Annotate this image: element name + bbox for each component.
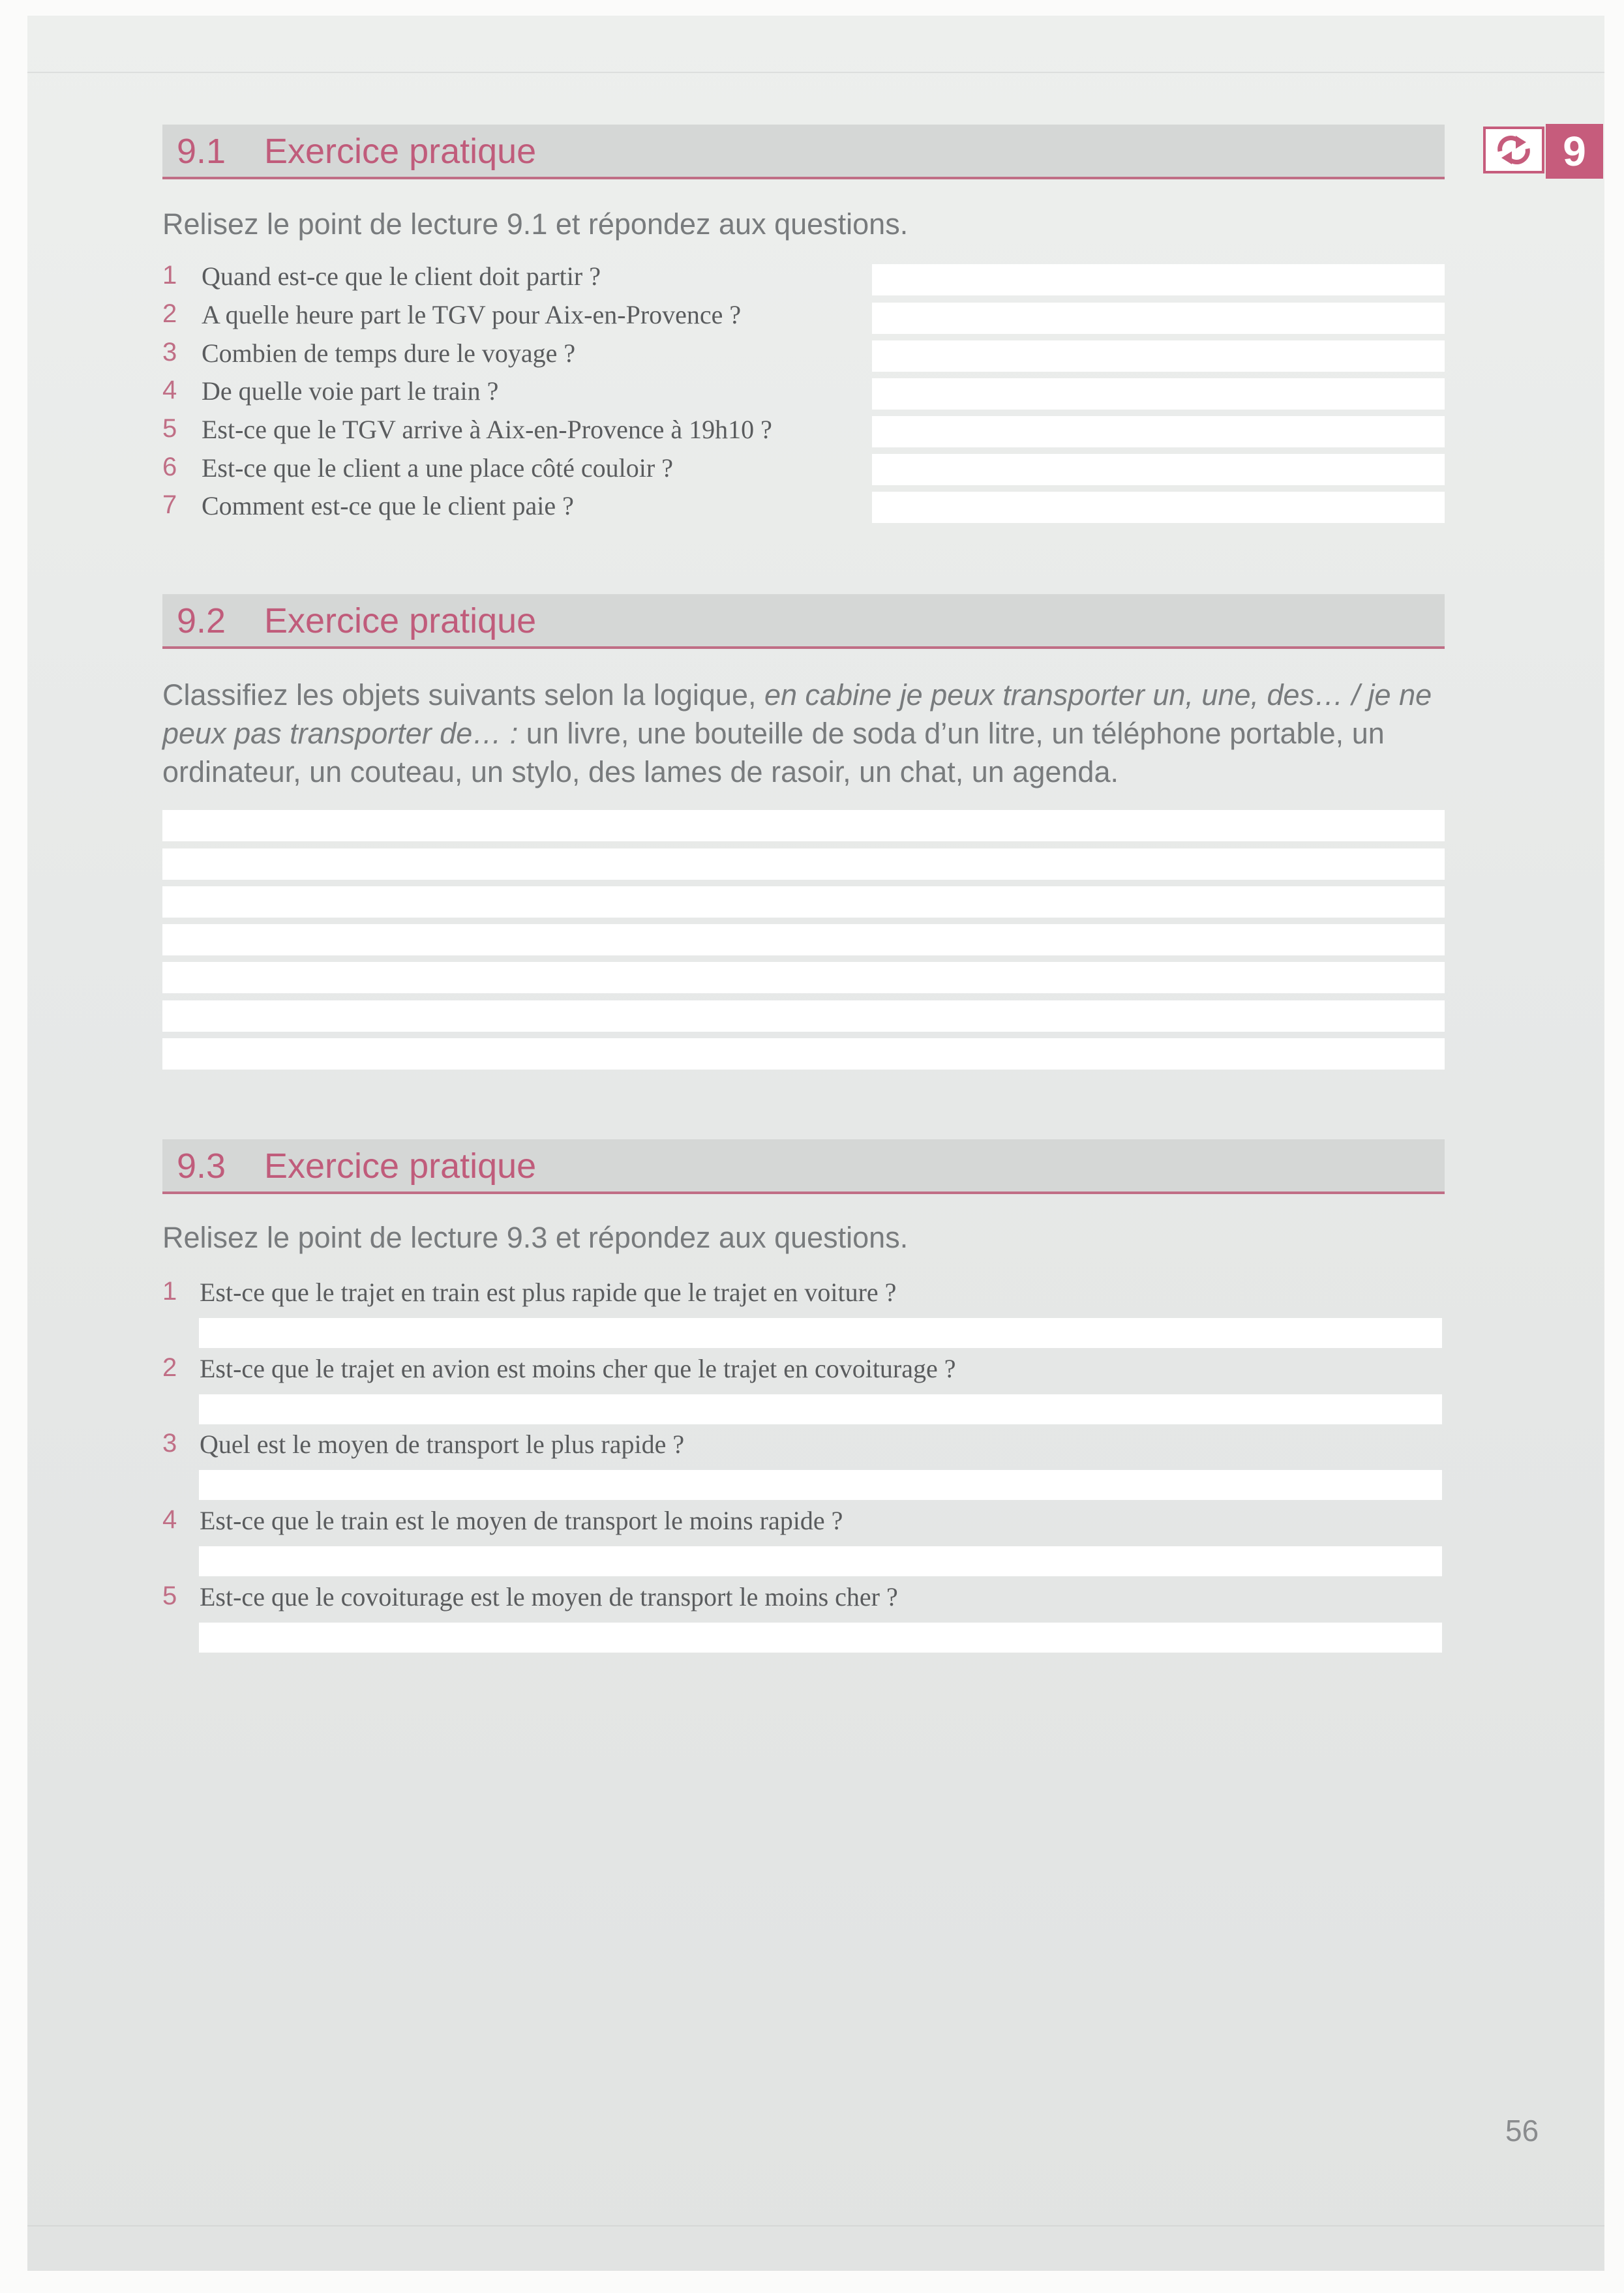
section-number: 9.3: [177, 1146, 226, 1186]
page-number: 56: [1505, 2114, 1539, 2148]
section-number: 9.1: [177, 132, 226, 171]
instruction-prefix: Classifiez les objets suivants selon la logique,: [162, 678, 764, 712]
instruction-suffix: un livre, une bouteille de soda d’un litre, un téléphone portable, un ordinateur, un couteau, un stylo, des lames de rasoir, un chat, un agenda.: [162, 717, 1385, 788]
question-number: 6: [162, 453, 177, 481]
answer-field[interactable]: [872, 416, 1445, 447]
section-9-2-header: [162, 594, 1445, 649]
section-number: 9.2: [177, 601, 226, 640]
question-number: 4: [162, 376, 177, 404]
answer-field[interactable]: [872, 303, 1445, 334]
question-text: Quel est le moyen de transport le plus rapide ?: [200, 1430, 685, 1459]
chapter-number: 9: [1546, 124, 1603, 179]
question-text: Comment est-ce que le client paie ?: [202, 491, 574, 520]
section-title: Exercice pratique: [264, 601, 537, 640]
question-text: Est-ce que le client a une place côté couloir ?: [202, 453, 673, 483]
answer-field[interactable]: [872, 492, 1445, 523]
bottom-divider: [27, 2225, 1604, 2226]
question-number: 2: [162, 299, 177, 328]
answer-line[interactable]: [162, 1000, 1445, 1032]
answer-field[interactable]: [199, 1546, 1442, 1576]
question-text: Est-ce que le covoiturage est le moyen de transport le moins cher ?: [200, 1582, 898, 1611]
question-text: Est-ce que le trajet en train est plus rapide que le trajet en voiture ?: [200, 1278, 897, 1307]
question-text: Est-ce que le train est le moyen de transport le moins rapide ?: [200, 1506, 843, 1535]
question-number: 3: [162, 338, 177, 367]
question-number: 1: [162, 1277, 177, 1306]
answer-field[interactable]: [199, 1470, 1442, 1500]
section-9-3-header: [162, 1139, 1445, 1194]
section-9-1-instruction: Relisez le point de lecture 9.1 et répondez aux questions.: [162, 207, 909, 241]
section-9-3-instruction: Relisez le point de lecture 9.3 et répondez aux questions.: [162, 1221, 909, 1254]
answer-field[interactable]: [872, 454, 1445, 485]
question-text: Est-ce que le trajet en avion est moins cher que le trajet en covoiturage ?: [200, 1354, 956, 1383]
answer-line[interactable]: [162, 848, 1445, 880]
question-number: 5: [162, 414, 177, 443]
question-number: 3: [162, 1429, 177, 1458]
answer-field[interactable]: [872, 340, 1445, 372]
instruction-italic: en cabine je peux transporter un, une, des… / je ne peux pas transporter de… :: [162, 678, 1432, 750]
section-title: Exercice pratique: [264, 1146, 537, 1186]
answer-line[interactable]: [162, 924, 1445, 955]
section-9-2-instruction: [162, 676, 1441, 791]
answer-field[interactable]: [199, 1394, 1442, 1424]
question-number: 4: [162, 1505, 177, 1534]
top-divider: [27, 72, 1604, 73]
question-text: Combien de temps dure le voyage ?: [202, 338, 576, 368]
question-number: 7: [162, 490, 177, 519]
answer-field[interactable]: [872, 378, 1445, 410]
question-number: 5: [162, 1581, 177, 1610]
chapter-badge: [1483, 124, 1603, 179]
question-text: De quelle voie part le train ?: [202, 376, 499, 406]
answer-field[interactable]: [872, 264, 1445, 295]
answer-field[interactable]: [199, 1318, 1442, 1348]
question-text: Quand est-ce que le client doit partir ?: [202, 262, 601, 291]
arrows-cycle-icon: [1483, 127, 1544, 173]
question-number: 2: [162, 1353, 177, 1382]
section-title: Exercice pratique: [264, 132, 537, 171]
question-text: A quelle heure part le TGV pour Aix-en-Provence ?: [202, 300, 742, 329]
question-text: Est-ce que le TGV arrive à Aix-en-Provence à 19h10 ?: [202, 415, 772, 444]
answer-line[interactable]: [162, 1038, 1445, 1070]
answer-line[interactable]: [162, 962, 1445, 993]
section-9-1-header: [162, 125, 1445, 179]
question-number: 1: [162, 261, 177, 290]
answer-field[interactable]: [199, 1623, 1442, 1653]
answer-line[interactable]: [162, 886, 1445, 918]
answer-line[interactable]: [162, 810, 1445, 841]
